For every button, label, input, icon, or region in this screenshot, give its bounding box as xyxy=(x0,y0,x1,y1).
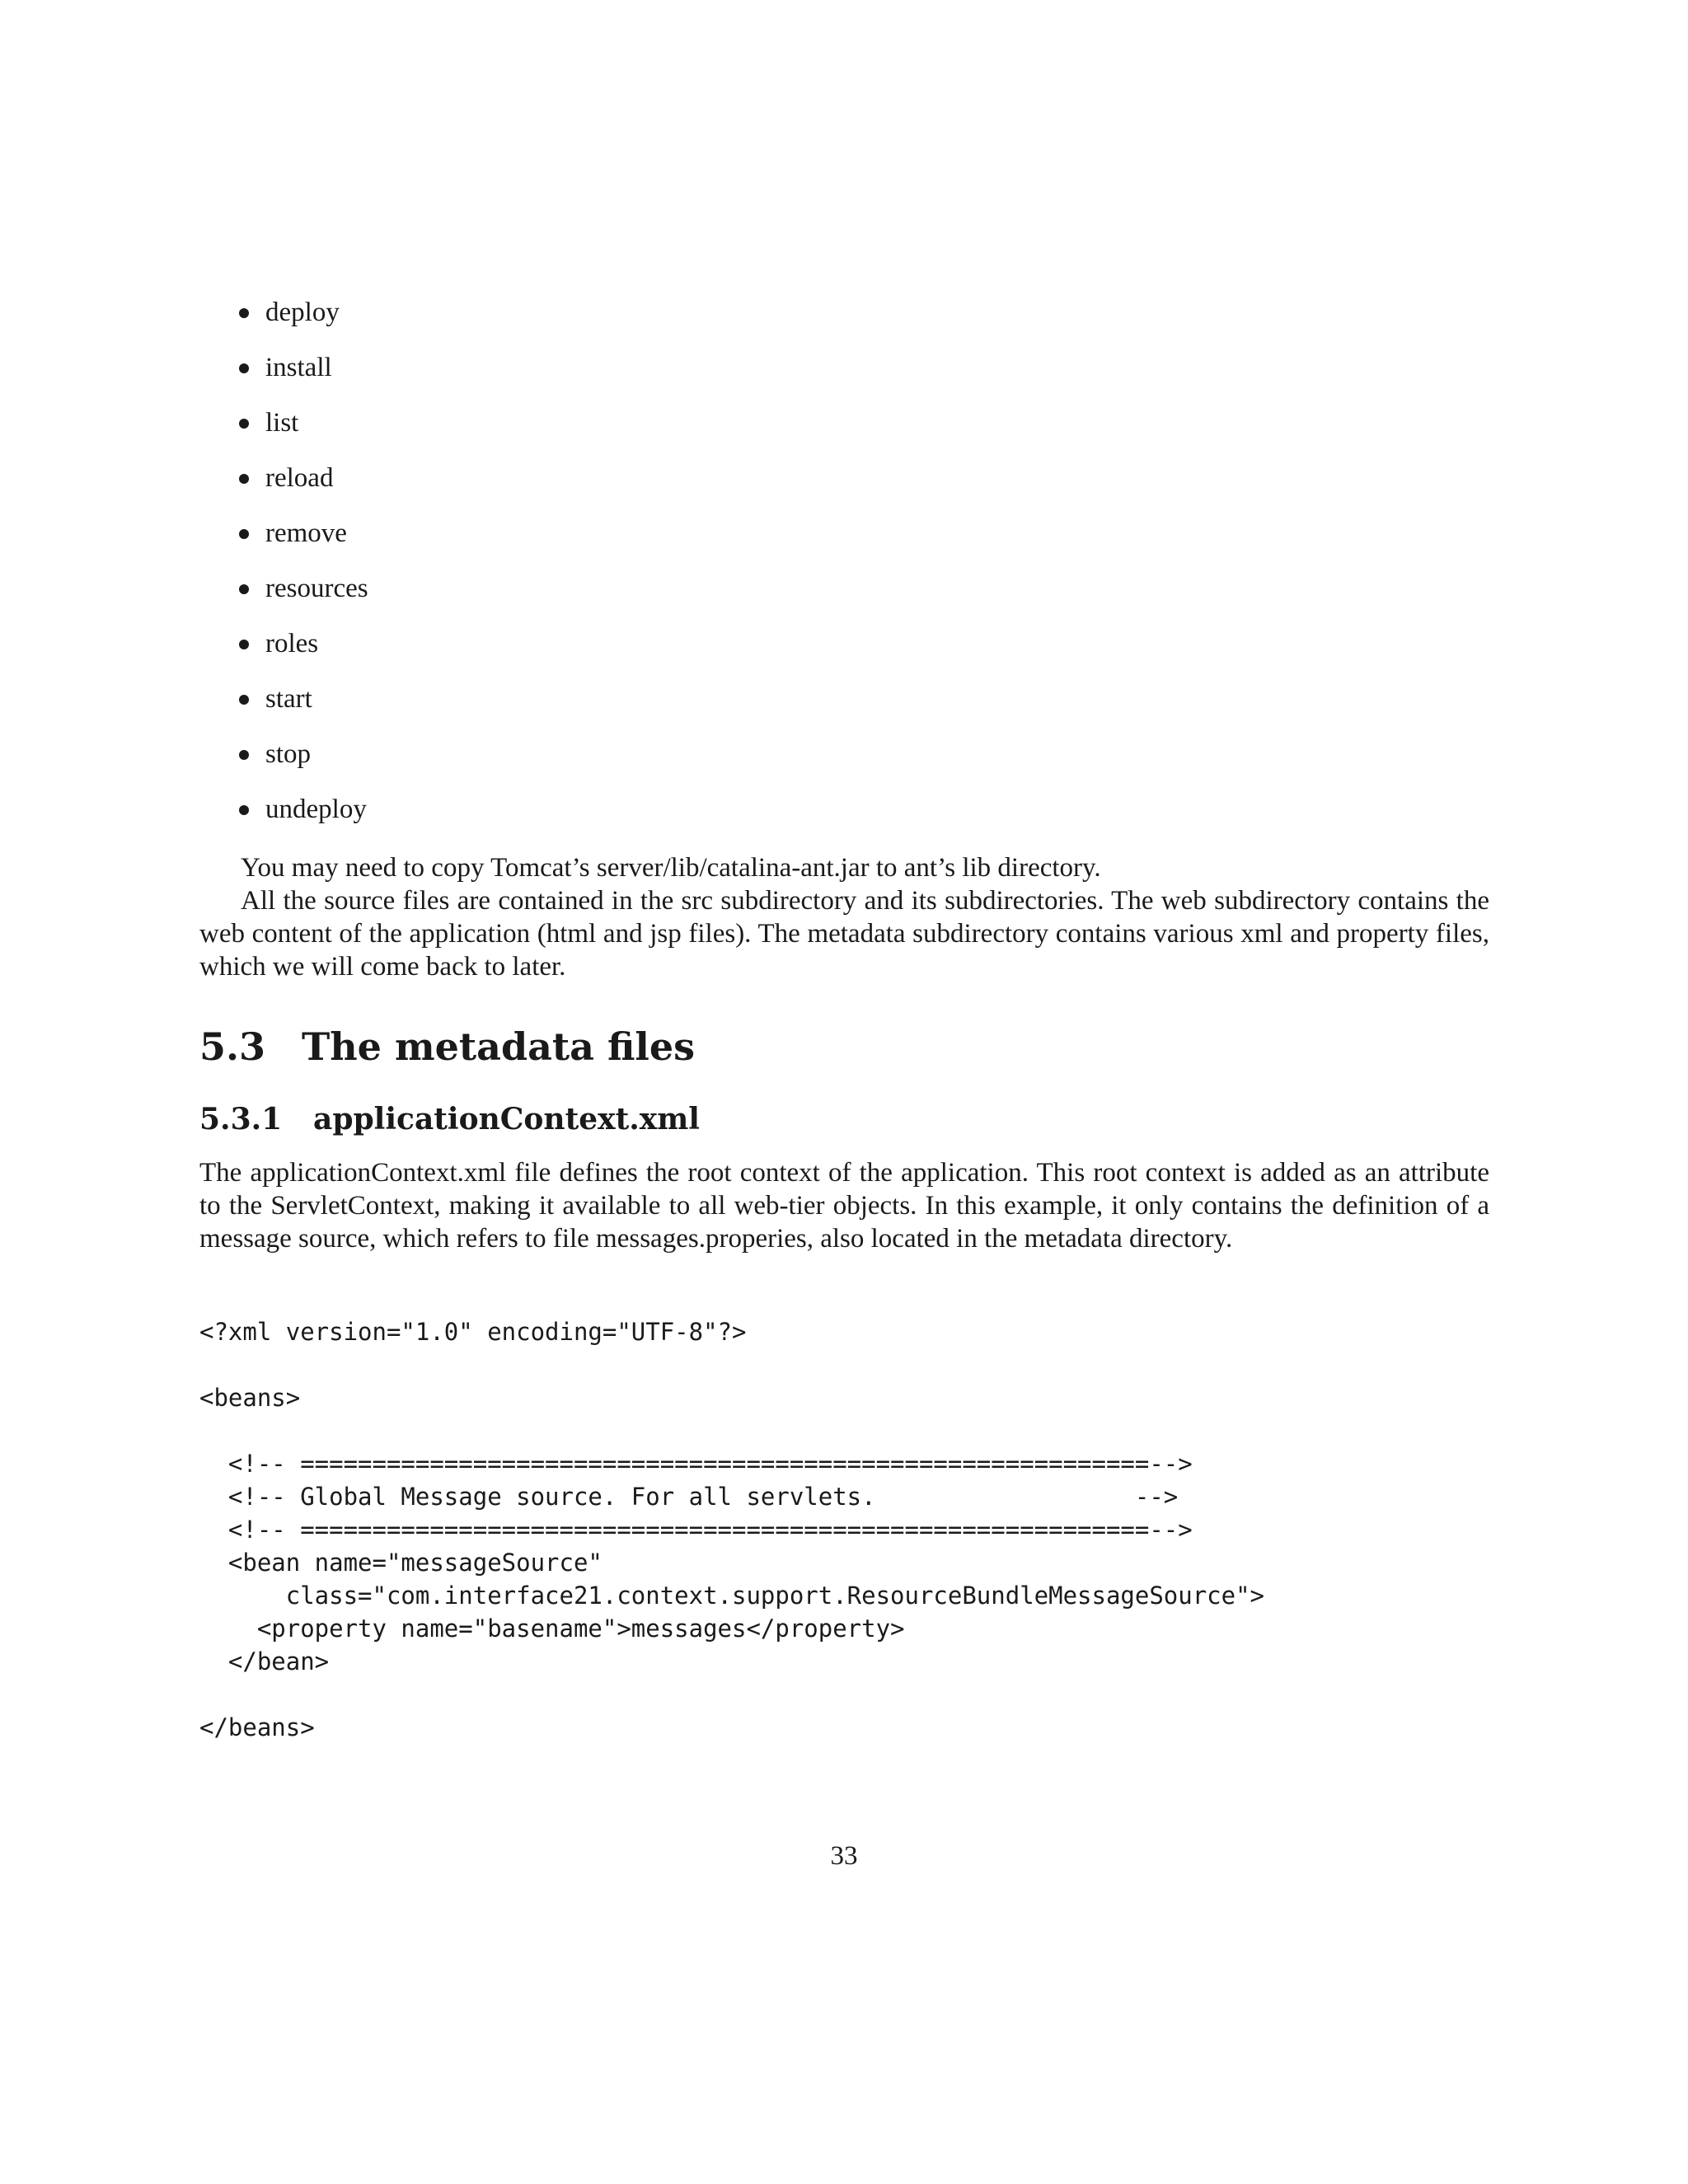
list-item xyxy=(239,682,368,738)
list-item-label: remove xyxy=(265,518,347,548)
list-item-label: start xyxy=(265,684,312,714)
bullet-icon xyxy=(239,529,249,539)
bullet-icon xyxy=(239,640,249,649)
subsection-title: applicationContext.xml xyxy=(313,1102,700,1137)
list-item-label: deploy xyxy=(265,298,340,327)
list-item-label: undeploy xyxy=(265,794,367,824)
list-item-label: stop xyxy=(265,739,312,769)
list-item xyxy=(239,462,368,517)
section-heading xyxy=(199,1022,695,1071)
section-number: 5.3 xyxy=(199,1024,266,1069)
bullet-icon xyxy=(239,308,249,318)
bullet-icon xyxy=(239,363,249,373)
list-item-label: reload xyxy=(265,463,334,493)
list-item xyxy=(239,351,368,406)
list-item-label: resources xyxy=(265,574,368,603)
list-item xyxy=(239,517,368,572)
copy-note-paragraph: You may need to copy Tomcat’s server/lib/catalina-ant.jar to ant’s lib directory. xyxy=(241,853,1101,883)
source-files-paragraph: All the source files are contained in the src subdirectory and its subdirectories. The web subdirectory contains the web content of the application (html and jsp files). The metadata subdirectory contains various xml and property files, which we will come back to later. xyxy=(199,886,1489,982)
list-item xyxy=(239,627,368,682)
list-item xyxy=(239,572,368,627)
page-number: 33 xyxy=(830,1841,858,1871)
bullet-icon xyxy=(239,805,249,815)
list-item-label: roles xyxy=(265,629,319,658)
xml-code-listing: <?xml version="1.0" encoding="UTF-8"?> <beans> <!-- ===========================================================--> <!-- Global Message source. For all servlets. --> <!-- ===========================================================--> <bean name="messageSource" class="com.interface21.context.support.ResourceBundleMessageSource"> <property name="basename">messages</property> </bean> </beans> xyxy=(199,1318,1265,1741)
bullet-icon xyxy=(239,584,249,594)
bullet-icon xyxy=(239,750,249,760)
app-context-paragraph: The applicationContext.xml file defines the root context of the application. This root context is added as an attribute to the ServletContext, making it available to all web-tier objects. In this example, it only contains the definition of a message source, which refers to file messages.properies, also located in the metadata directory. xyxy=(199,1158,1489,1254)
bullet-icon xyxy=(239,695,249,705)
bullet-icon xyxy=(239,474,249,484)
subsection-number: 5.3.1 xyxy=(199,1102,283,1137)
section-title: The metadata files xyxy=(302,1024,696,1069)
list-item xyxy=(239,738,368,793)
bullet-icon xyxy=(239,419,249,429)
list-item-label: list xyxy=(265,408,299,438)
list-item xyxy=(239,793,368,848)
list-item-label: install xyxy=(265,353,332,382)
ant-task-list xyxy=(239,296,368,848)
list-item xyxy=(239,406,368,462)
subsection-heading xyxy=(199,1099,700,1139)
list-item xyxy=(239,296,368,351)
